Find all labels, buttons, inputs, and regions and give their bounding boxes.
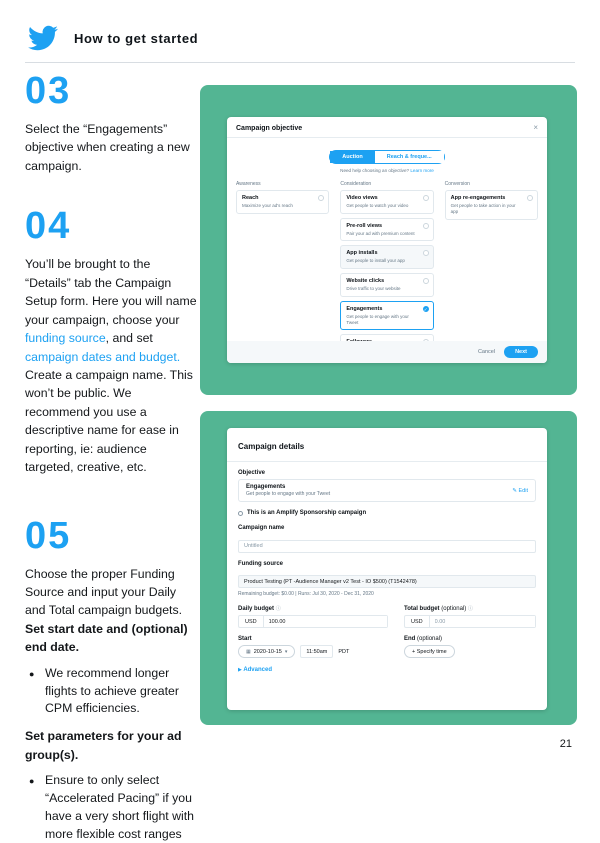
calendar-icon: ▦: [246, 648, 251, 655]
column-consideration: [340, 181, 433, 362]
budget-row: [238, 605, 536, 628]
screenshot-panel-objective: [200, 85, 577, 395]
campaign-dates-budget-link[interactable]: campaign dates and budget.: [25, 349, 181, 364]
twitter-bird-icon: [28, 23, 58, 53]
chevron-down-icon: ▾: [284, 648, 288, 655]
card-title: Website clicks: [346, 278, 385, 285]
column-label: Awareness: [236, 181, 261, 187]
radio-icon[interactable]: [423, 278, 429, 284]
objective-name: Engagements: [246, 484, 286, 490]
total-budget-input-group: [404, 615, 536, 628]
objective-desc: Get people to engage with your Tweet: [246, 491, 331, 497]
selected-objective-card: [238, 479, 536, 502]
start-time-input[interactable]: 11:50am: [300, 645, 333, 658]
bullet-text: We recommend longer flights to achieve greater CPM efficiencies.: [45, 665, 179, 716]
page-title: How to get started: [74, 30, 199, 46]
start-date-picker[interactable]: [238, 645, 295, 658]
step-05-bold-2: Set parameters for your ad group(s).: [25, 729, 182, 762]
triangle-icon: ▶: [238, 667, 242, 673]
radio-icon[interactable]: [423, 250, 429, 256]
card-title: Reach: [242, 195, 259, 201]
tab-reach-frequency[interactable]: Reach & freque...: [375, 151, 444, 163]
step-04-body-3: Create a campaign name. This won’t be public. We recommend you use a descriptive name for ease in reporting, ie: audience targeted, creative, etc.: [25, 367, 193, 475]
schedule-row: [238, 636, 536, 658]
step-04-text: [25, 255, 197, 476]
card-desc: Get people to watch your video: [346, 202, 409, 208]
total-budget-input[interactable]: [430, 616, 535, 627]
funding-note: Remaining budget: $0.00 | Runs: Jul 30, 2020 - Dec 31, 2020: [238, 591, 374, 597]
learn-more-link[interactable]: Learn more: [410, 168, 434, 173]
radio-icon[interactable]: [423, 195, 429, 201]
objective-card-engagements[interactable]: [340, 301, 433, 331]
advanced-label: Advanced: [243, 667, 272, 673]
list-item: [29, 665, 197, 718]
form-header: [227, 428, 547, 462]
daily-budget-input[interactable]: [264, 616, 387, 627]
objective-card-video-views[interactable]: [340, 190, 433, 214]
step-number-05: 05: [25, 514, 72, 557]
modal-footer: [227, 341, 547, 363]
daily-budget-field: [238, 605, 388, 628]
left-column: [25, 72, 197, 843]
radio-selected-icon[interactable]: ✓: [423, 306, 428, 312]
start-label: Start: [238, 636, 252, 642]
doc-header: [25, 14, 575, 62]
optional-label: (optional): [441, 606, 467, 612]
tab-auction[interactable]: Auction: [330, 151, 374, 163]
edit-link[interactable]: [512, 488, 528, 494]
bullet-text: Ensure to only select “Accelerated Pacing” if you have a very short flight with more flexible cost ranges: [45, 773, 194, 841]
column-label: Consideration: [340, 181, 372, 187]
screenshot-panel-details: [200, 411, 577, 725]
card-desc: Get people to engage with your Tweet: [346, 313, 409, 325]
checkbox-icon[interactable]: [238, 511, 243, 516]
campaign-objective-modal: [227, 117, 547, 363]
amplify-label: This is an Amplify Sponsorship campaign: [247, 510, 367, 516]
specify-end-time-button[interactable]: [404, 645, 455, 658]
objective-card-website-clicks[interactable]: [340, 273, 433, 297]
form-body: [227, 462, 547, 681]
column-label: Conversion: [444, 181, 470, 187]
step-04-body-1: You’ll be brought to the “Details” tab the Campaign Setup form. Here you will name your campaign, choose your: [25, 257, 197, 327]
card-title: App re-engagements: [450, 195, 506, 201]
form-title: Campaign details: [238, 442, 305, 451]
objective-columns: [227, 173, 547, 362]
page-number: 21: [559, 738, 572, 750]
campaign-details-form: [227, 428, 547, 710]
campaign-name-input[interactable]: [238, 540, 536, 553]
step-05-bullets: [29, 665, 197, 718]
step-number-04: 04: [25, 205, 72, 248]
radio-icon[interactable]: [318, 195, 324, 201]
card-desc: Pair your ad with premium content: [346, 230, 415, 236]
end-field: [404, 636, 536, 658]
column-awareness: [236, 181, 329, 362]
info-icon: ⓘ: [275, 606, 281, 612]
step-number-03: 03: [25, 70, 72, 112]
radio-icon[interactable]: [527, 195, 533, 201]
objective-label: Objective: [238, 470, 266, 476]
card-title: Engagements: [346, 305, 383, 312]
close-icon[interactable]: ×: [533, 123, 538, 132]
list-item: [29, 772, 197, 843]
step-05-body-1: Choose the proper Funding Source and input your Daily and Total campaign budgets.: [25, 566, 183, 618]
card-desc: Drive traffic to your website: [346, 286, 401, 292]
funding-source-input[interactable]: [238, 575, 536, 588]
step-05-text: [25, 565, 197, 843]
help-question: Need help choosing an objective?: [340, 168, 410, 173]
funding-source-field: [238, 561, 536, 598]
total-budget-label: Total budget: [404, 606, 440, 612]
column-conversion: [445, 181, 538, 362]
card-desc: Maximize your ad's reach: [242, 202, 293, 208]
timezone-label: PDT: [338, 648, 350, 655]
bullet-icon: ●: [29, 668, 35, 679]
daily-budget-input-group: [238, 615, 388, 628]
objective-card-app-installs[interactable]: [340, 245, 433, 269]
currency-label: USD: [239, 616, 264, 627]
pencil-icon: ✎: [512, 487, 517, 494]
objective-card-app-reengagements[interactable]: [445, 190, 538, 220]
amplify-checkbox-row[interactable]: [238, 510, 536, 516]
advanced-toggle[interactable]: [238, 667, 536, 673]
step-05-bold-1: Set start date and (optional) end date.: [25, 621, 188, 655]
bullet-icon: ●: [29, 776, 35, 787]
currency-label: USD: [405, 616, 430, 627]
daily-budget-label: Daily budget: [238, 606, 275, 612]
step-03-text: [25, 120, 197, 175]
end-label: End: [404, 636, 416, 642]
total-budget-field: [404, 605, 536, 628]
card-title: Video views: [346, 195, 378, 201]
start-field: [238, 636, 388, 658]
funding-source-label: Funding source: [238, 560, 283, 567]
card-desc: Get people to install your app: [346, 258, 405, 264]
step-05-bullets-2: [29, 772, 197, 843]
objective-type-toggle: [227, 145, 547, 164]
modal-title: Campaign objective: [236, 124, 303, 132]
step-04-body-2: , and set: [105, 331, 153, 346]
step-03-body: Select the “Engagements” objective when creating a new campaign.: [25, 122, 190, 173]
info-icon: ⓘ: [467, 606, 473, 612]
edit-label: Edit: [518, 487, 528, 494]
card-desc: Get people to take action in your app: [450, 202, 516, 214]
objective-card-preroll-views[interactable]: [340, 218, 433, 242]
cancel-button[interactable]: Cancel: [477, 349, 496, 355]
start-date-value: 2020-10-15: [253, 648, 282, 655]
objective-card-reach[interactable]: [236, 190, 329, 214]
optional-label: (optional): [417, 636, 443, 642]
card-title: Pre-roll views: [346, 222, 383, 229]
specify-time-label: + Specify time: [412, 648, 447, 655]
funding-source-link[interactable]: funding source: [25, 331, 106, 346]
header-divider: [25, 62, 575, 63]
card-title: App installs: [346, 250, 378, 257]
campaign-name-label: Campaign name: [238, 525, 285, 531]
campaign-name-field: [238, 525, 536, 553]
modal-header: [227, 117, 547, 138]
radio-icon[interactable]: [423, 223, 429, 229]
next-button[interactable]: Next: [504, 346, 538, 358]
